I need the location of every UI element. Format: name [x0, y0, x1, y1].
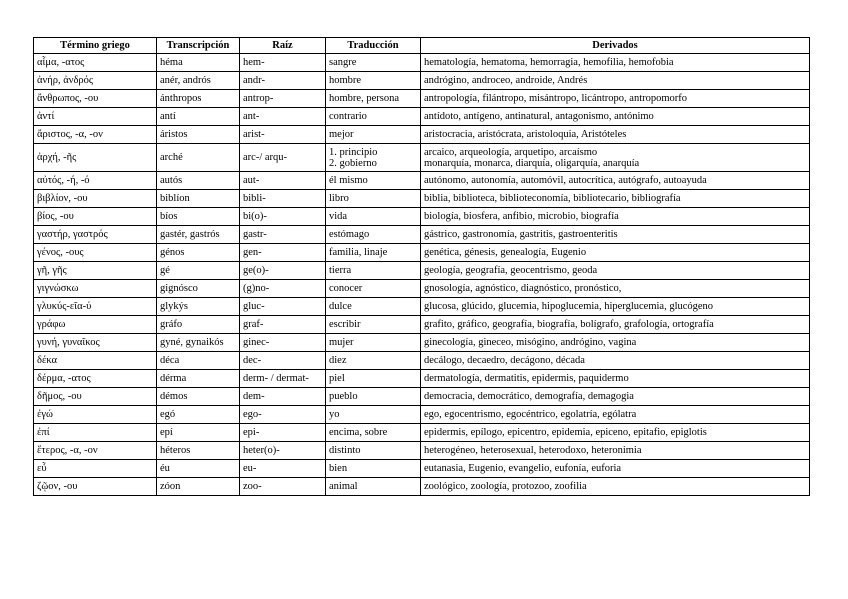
table-row: [34, 460, 810, 478]
cell-derivatives: [421, 144, 810, 172]
cell-translation: [326, 352, 421, 370]
cell-root: antrop-: [240, 90, 326, 108]
cell-translation: [326, 72, 421, 90]
header-derivatives: Derivados: [421, 38, 810, 54]
cell-root: zoo-: [240, 478, 326, 496]
cell-greek-term: ἐπί: [34, 424, 157, 442]
cell-greek-term: γαστήρ, γαστρός: [34, 226, 157, 244]
cell-root: arc-/ arqu-: [240, 144, 326, 172]
cell-translation: [326, 424, 421, 442]
cell-derivatives-line: gástrico, gastronomía, gastritis, gastroenteritis: [424, 228, 618, 240]
cell-transcription: antí: [157, 108, 240, 126]
table-row: [34, 388, 810, 406]
table-row: [34, 72, 810, 90]
cell-derivatives: [421, 72, 810, 90]
cell-translation: [326, 190, 421, 208]
table-row: [34, 352, 810, 370]
cell-root: gastr-: [240, 226, 326, 244]
cell-translation-line: conocer: [329, 282, 363, 294]
table-row: [34, 208, 810, 226]
cell-translation: [326, 280, 421, 298]
cell-root: hem-: [240, 54, 326, 72]
cell-greek-term: εὖ: [34, 460, 157, 478]
cell-greek-term: ἐγώ: [34, 406, 157, 424]
cell-translation-line: yo: [329, 408, 340, 420]
cell-translation: [326, 370, 421, 388]
cell-transcription: gé: [157, 262, 240, 280]
cell-translation-line: hombre, persona: [329, 92, 399, 104]
cell-greek-term: ἄριστος, -α, -ον: [34, 126, 157, 144]
cell-transcription: gastér, gastrós: [157, 226, 240, 244]
cell-derivatives: [421, 226, 810, 244]
cell-translation: [326, 226, 421, 244]
cell-derivatives-line: aristocracia, aristócrata, aristoloquia, Aristóteles: [424, 128, 627, 140]
cell-root: (g)no-: [240, 280, 326, 298]
cell-greek-term: γιγνώσκω: [34, 280, 157, 298]
cell-derivatives: [421, 406, 810, 424]
header-greek-term: Término griego: [34, 38, 157, 54]
cell-transcription: arché: [157, 144, 240, 172]
cell-derivatives-line: hematología, hematoma, hemorragia, hemofilia, hemofobia: [424, 56, 674, 68]
cell-derivatives-line: democracia, democrático, demografía, demagogia: [424, 390, 634, 402]
cell-derivatives: [421, 316, 810, 334]
table-row: [34, 90, 810, 108]
cell-translation: [326, 208, 421, 226]
cell-translation-line: hombre: [329, 74, 362, 86]
cell-greek-term: γυνή, γυναῖκος: [34, 334, 157, 352]
cell-translation-line: estómago: [329, 228, 370, 240]
cell-root: heter(o)-: [240, 442, 326, 460]
cell-derivatives: [421, 334, 810, 352]
cell-transcription: autós: [157, 172, 240, 190]
cell-greek-term: γλυκύς-εῖα-ύ: [34, 298, 157, 316]
cell-derivatives-line: andrógino, androceo, androide, Andrés: [424, 74, 588, 86]
cell-root: bibli-: [240, 190, 326, 208]
cell-greek-term: βίος, -ου: [34, 208, 157, 226]
cell-derivatives: [421, 460, 810, 478]
cell-root: arist-: [240, 126, 326, 144]
cell-translation-line: encima, sobre: [329, 426, 388, 438]
cell-derivatives-line: dermatología, dermatitis, epidermis, paquidermo: [424, 372, 629, 384]
cell-greek-term: ἀνήρ, ἀνδρός: [34, 72, 157, 90]
cell-root: bi(o)-: [240, 208, 326, 226]
cell-transcription: glykýs: [157, 298, 240, 316]
table-row: [34, 406, 810, 424]
cell-derivatives: [421, 126, 810, 144]
cell-derivatives-line: ego, egocentrismo, egocéntrico, egolatría, ególatra: [424, 408, 637, 420]
cell-translation-line: 2. gobierno: [329, 157, 377, 169]
cell-greek-term: ζῷον, -ου: [34, 478, 157, 496]
cell-root: graf-: [240, 316, 326, 334]
cell-translation: [326, 144, 421, 172]
cell-derivatives: [421, 424, 810, 442]
cell-translation-line: él mismo: [329, 174, 368, 186]
greek-roots-table: [33, 37, 810, 496]
cell-derivatives-line: biblia, biblioteca, biblioteconomía, bibliotecario, bibliografía: [424, 192, 681, 204]
cell-transcription: dérma: [157, 370, 240, 388]
cell-translation: [326, 388, 421, 406]
cell-derivatives: [421, 370, 810, 388]
cell-greek-term: ἀντί: [34, 108, 157, 126]
table-row: [34, 262, 810, 280]
cell-transcription: héteros: [157, 442, 240, 460]
cell-derivatives: [421, 442, 810, 460]
cell-root: dec-: [240, 352, 326, 370]
table-row: [34, 126, 810, 144]
cell-translation-line: distinto: [329, 444, 361, 456]
cell-derivatives: [421, 54, 810, 72]
cell-derivatives: [421, 280, 810, 298]
cell-greek-term: αὐτός, -ή, -ό: [34, 172, 157, 190]
cell-transcription: ánthropos: [157, 90, 240, 108]
table-row: [34, 298, 810, 316]
table-row: [34, 144, 810, 172]
cell-root: andr-: [240, 72, 326, 90]
cell-derivatives-line: decálogo, decaedro, decágono, década: [424, 354, 585, 366]
cell-derivatives-line: antídoto, antígeno, antinatural, antagonismo, antónimo: [424, 110, 654, 122]
cell-translation: [326, 478, 421, 496]
cell-transcription: zóon: [157, 478, 240, 496]
header-root: Raíz: [240, 38, 326, 54]
table-row: [34, 54, 810, 72]
cell-greek-term: ἄνθρωπος, -ου: [34, 90, 157, 108]
cell-derivatives: [421, 90, 810, 108]
cell-translation: [326, 54, 421, 72]
cell-translation: [326, 406, 421, 424]
cell-transcription: egó: [157, 406, 240, 424]
table-body: [34, 54, 810, 496]
cell-translation: [326, 126, 421, 144]
cell-root: derm- / dermat-: [240, 370, 326, 388]
cell-derivatives-line: ginecología, gineceo, misógino, andrógino, vagina: [424, 336, 637, 348]
cell-transcription: éu: [157, 460, 240, 478]
cell-translation-line: bien: [329, 462, 348, 474]
table-row: [34, 424, 810, 442]
table-row: [34, 280, 810, 298]
cell-derivatives-line: heterogéneo, heterosexual, heterodoxo, heteronimia: [424, 444, 642, 456]
cell-translation-line: diez: [329, 354, 347, 366]
cell-translation: [326, 442, 421, 460]
cell-derivatives-line: zoológico, zoología, protozoo, zoofilia: [424, 480, 587, 492]
cell-transcription: gráfo: [157, 316, 240, 334]
cell-transcription: héma: [157, 54, 240, 72]
cell-derivatives-line: geología, geografía, geocentrismo, geoda: [424, 264, 598, 276]
table-row: [34, 334, 810, 352]
header-translation: Traducción: [326, 38, 421, 54]
cell-greek-term: δέκα: [34, 352, 157, 370]
cell-translation-line: vida: [329, 210, 348, 222]
cell-translation: [326, 460, 421, 478]
header-transcription: Transcripción: [157, 38, 240, 54]
cell-root: aut-: [240, 172, 326, 190]
cell-translation-line: pueblo: [329, 390, 358, 402]
cell-derivatives: [421, 298, 810, 316]
cell-transcription: gyné, gynaikós: [157, 334, 240, 352]
cell-root: ego-: [240, 406, 326, 424]
cell-translation-line: piel: [329, 372, 345, 384]
table-row: [34, 316, 810, 334]
cell-greek-term: γένος, -ους: [34, 244, 157, 262]
cell-transcription: anér, andrós: [157, 72, 240, 90]
cell-transcription: gignósco: [157, 280, 240, 298]
cell-root: ant-: [240, 108, 326, 126]
cell-derivatives: [421, 190, 810, 208]
cell-translation-line: dulce: [329, 300, 352, 312]
cell-derivatives: [421, 352, 810, 370]
cell-derivatives-line: gnosología, agnóstico, diagnóstico, pronóstico,: [424, 282, 622, 294]
cell-greek-term: αἷμα, -ατος: [34, 54, 157, 72]
cell-translation-line: libro: [329, 192, 349, 204]
cell-translation-line: contrario: [329, 110, 367, 122]
cell-derivatives-line: glucosa, glúcido, glucemia, hipoglucemia, hiperglucemia, glucógeno: [424, 300, 714, 312]
cell-root: ge(o)-: [240, 262, 326, 280]
cell-transcription: epí: [157, 424, 240, 442]
cell-translation-line: familia, linaje: [329, 246, 388, 258]
table-row: [34, 172, 810, 190]
cell-transcription: bíos: [157, 208, 240, 226]
cell-greek-term: δῆμος, -ου: [34, 388, 157, 406]
table-row: [34, 226, 810, 244]
cell-root: gluc-: [240, 298, 326, 316]
cell-transcription: démos: [157, 388, 240, 406]
cell-greek-term: δέρμα, -ατος: [34, 370, 157, 388]
cell-derivatives-line: antropología, filántropo, misántropo, licántropo, antropomorfo: [424, 92, 688, 104]
cell-derivatives-line: eutanasia, Eugenio, evangelio, eufonía, euforia: [424, 462, 622, 474]
cell-derivatives-line: epidermis, epílogo, epicentro, epidemia, epiceno, epitafio, epiglotis: [424, 426, 707, 438]
cell-translation-line: tierra: [329, 264, 352, 276]
cell-transcription: biblíon: [157, 190, 240, 208]
cell-derivatives: [421, 108, 810, 126]
table-row: [34, 478, 810, 496]
cell-translation: [326, 298, 421, 316]
cell-translation-line: animal: [329, 480, 358, 492]
table-row: [34, 442, 810, 460]
cell-root: gen-: [240, 244, 326, 262]
vocabulary-sheet: [33, 37, 810, 496]
cell-derivatives-line: monarquía, monarca, diarquía, oligarquía, anarquía: [424, 157, 640, 169]
cell-translation: [326, 334, 421, 352]
cell-transcription: áristos: [157, 126, 240, 144]
cell-derivatives-line: autónomo, autonomía, automóvil, autocrítica, autógrafo, autoayuda: [424, 174, 707, 186]
table-row: [34, 370, 810, 388]
cell-translation-line: mujer: [329, 336, 354, 348]
cell-translation: [326, 244, 421, 262]
cell-derivatives: [421, 172, 810, 190]
cell-greek-term: ἀρχή, -ῆς: [34, 144, 157, 172]
cell-transcription: déca: [157, 352, 240, 370]
cell-derivatives: [421, 478, 810, 496]
cell-translation-line: sangre: [329, 56, 357, 68]
table-row: [34, 108, 810, 126]
cell-translation-line: mejor: [329, 128, 354, 140]
cell-derivatives: [421, 208, 810, 226]
cell-root: ginec-: [240, 334, 326, 352]
cell-derivatives-line: biología, biosfera, anfibio, microbio, biografía: [424, 210, 619, 222]
cell-transcription: génos: [157, 244, 240, 262]
cell-root: dem-: [240, 388, 326, 406]
cell-derivatives: [421, 244, 810, 262]
cell-derivatives-line: arcaico, arqueología, arquetipo, arcaísmo: [424, 146, 598, 158]
cell-derivatives-line: grafito, gráfico, geografía, biografía, bolígrafo, grafología, ortografía: [424, 318, 714, 330]
cell-translation-line: escribir: [329, 318, 361, 330]
cell-translation: [326, 262, 421, 280]
cell-derivatives: [421, 262, 810, 280]
cell-translation: [326, 108, 421, 126]
cell-translation: [326, 316, 421, 334]
cell-translation-line: 1. principio: [329, 146, 378, 158]
cell-translation: [326, 172, 421, 190]
header-row: [34, 38, 810, 54]
cell-derivatives: [421, 388, 810, 406]
table-row: [34, 244, 810, 262]
cell-greek-term: γῆ, γῆς: [34, 262, 157, 280]
cell-derivatives-line: genética, génesis, genealogía, Eugenio: [424, 246, 587, 258]
table-row: [34, 190, 810, 208]
cell-root: epi-: [240, 424, 326, 442]
cell-root: eu-: [240, 460, 326, 478]
cell-translation: [326, 90, 421, 108]
cell-greek-term: ἕτερος, -α, -ον: [34, 442, 157, 460]
cell-greek-term: βιβλίον, -ου: [34, 190, 157, 208]
cell-greek-term: γράφω: [34, 316, 157, 334]
